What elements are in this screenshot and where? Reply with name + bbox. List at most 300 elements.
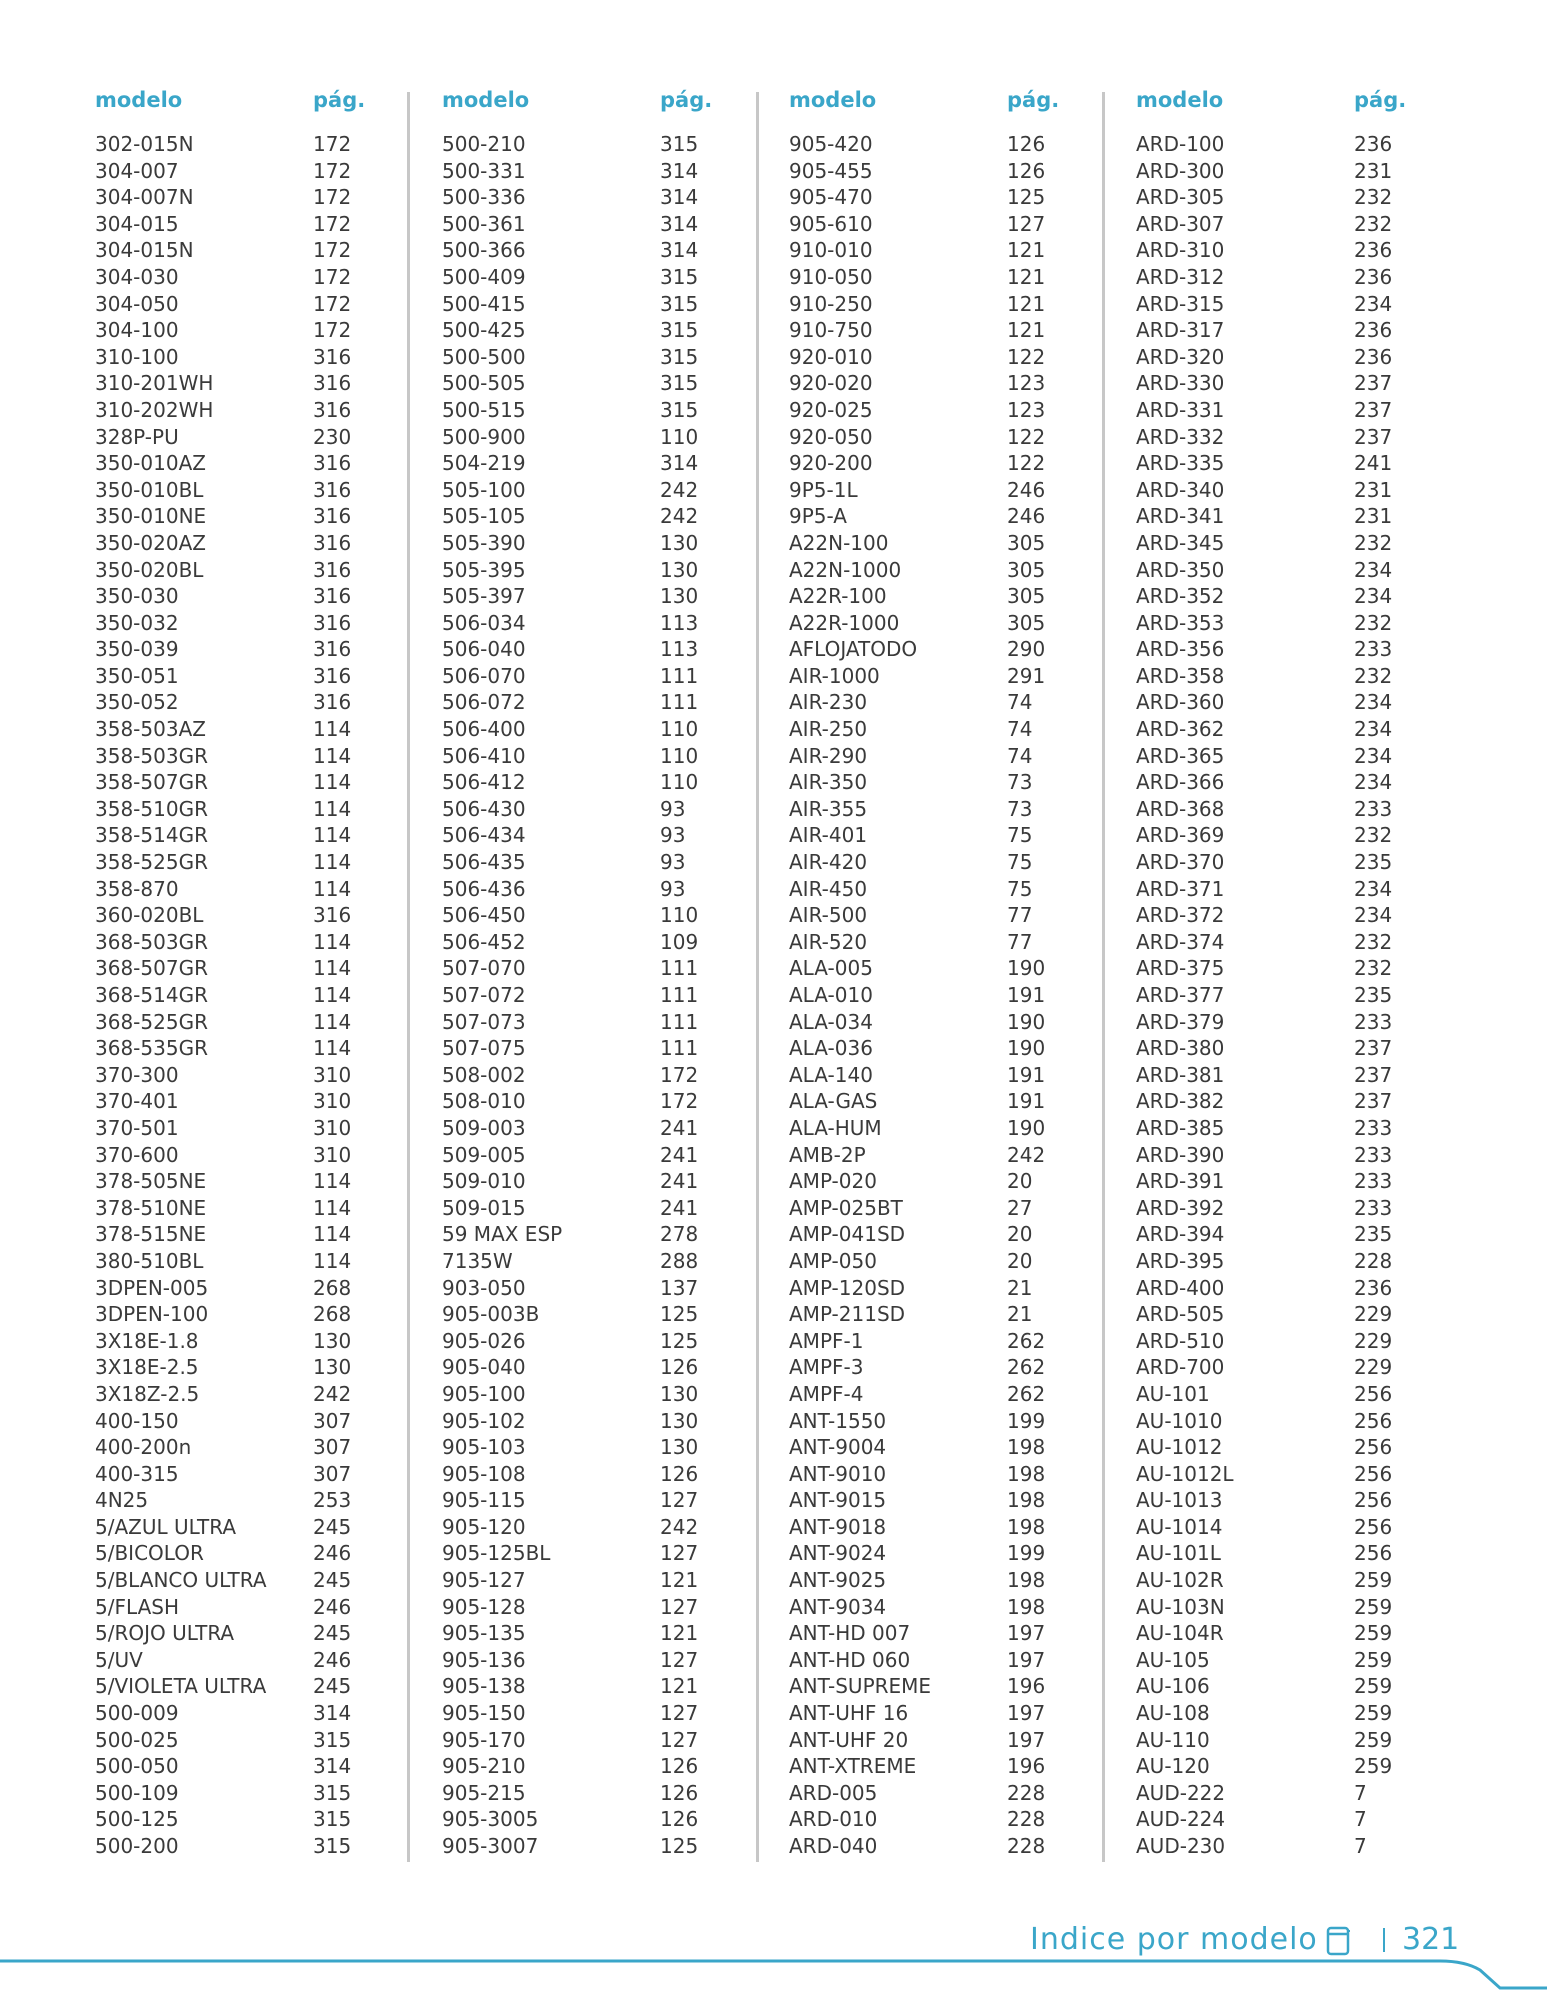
index-row [442,1673,742,1700]
model-code: 905-040 [442,1355,526,1380]
index-row [95,1035,395,1062]
index-row [95,636,395,663]
index-row [442,1487,742,1514]
page-ref: 246 [1007,504,1046,529]
index-row [1136,1248,1436,1275]
index-row [789,184,1089,211]
index-row [442,237,742,264]
page-ref: 125 [660,1302,699,1327]
page-ref: 234 [1354,903,1393,928]
model-code: ANT-SUPREME [789,1674,932,1699]
model-code: 506-070 [442,663,526,688]
model-code: ARD-352 [1136,584,1225,609]
model-code: 905-150 [442,1701,526,1726]
page-ref: 127 [660,1701,699,1726]
model-code: ARD-305 [1136,185,1225,210]
index-row [1136,424,1436,451]
index-row [1136,796,1436,823]
index-row [789,1620,1089,1647]
index-row [1136,822,1436,849]
page-ref: 234 [1354,743,1393,768]
page-ref: 232 [1354,929,1393,954]
page-ref: 74 [1007,690,1033,715]
page-ref: 314 [660,238,699,263]
index-row [95,1115,395,1142]
model-code: ALA-GAS [789,1089,878,1114]
index-row [1136,1275,1436,1302]
page-ref: 236 [1354,344,1393,369]
page-ref: 196 [1007,1754,1046,1779]
page-ref: 237 [1354,1089,1393,1114]
header-modelo: modelo [1136,88,1224,112]
index-row [1136,1195,1436,1222]
page-ref: 75 [1007,850,1033,875]
index-row [442,583,742,610]
page-ref: 234 [1354,690,1393,715]
index-row [95,1088,395,1115]
page-ref: 256 [1354,1435,1393,1460]
index-row [95,1328,395,1355]
page-ref: 125 [660,1834,699,1858]
index-row [442,716,742,743]
model-code: 9P5-A [789,504,847,529]
index-row [442,1540,742,1567]
index-row [442,1115,742,1142]
index-row [789,1514,1089,1541]
page-ref: 253 [313,1488,352,1513]
model-code: 350-020AZ [95,530,206,555]
model-code: ARD-395 [1136,1248,1225,1273]
index-row [1136,1780,1436,1807]
page-ref: 314 [660,211,699,236]
page-ref: 21 [1007,1275,1033,1300]
model-code: 500-515 [442,397,526,422]
index-row [442,1381,742,1408]
page-ref: 130 [660,557,699,582]
index-row [1136,237,1436,264]
index-row [442,503,742,530]
index-row [95,1780,395,1807]
model-code: 304-030 [95,264,179,289]
model-code: AMP-050 [789,1248,877,1273]
index-row [442,1567,742,1594]
model-code: AIR-450 [789,876,868,901]
model-code: AU-106 [1136,1674,1210,1699]
model-code: ARD-377 [1136,983,1225,1007]
index-row [95,982,395,1009]
model-code: AU-1010 [1136,1408,1223,1433]
model-code: AU-1012L [1136,1461,1234,1486]
model-code: ARD-366 [1136,770,1225,795]
model-code: 500-500 [442,344,526,369]
index-row [789,317,1089,344]
page-ref: 278 [660,1222,699,1247]
index-row [95,929,395,956]
model-code: 358-870 [95,876,179,901]
page-ref: 232 [1354,956,1393,981]
page-ref: 310 [313,1142,352,1167]
header-modelo: modelo [95,88,183,112]
index-row [442,557,742,584]
page-ref: 73 [1007,770,1033,795]
model-code: 5/UV [95,1647,143,1672]
header-pag: pág. [313,88,366,112]
page-ref: 114 [313,743,352,768]
page-ref: 242 [1007,1142,1046,1167]
index-row [95,1195,395,1222]
model-code: 500-336 [442,185,526,210]
model-code: 500-505 [442,371,526,396]
model-code: 506-410 [442,743,526,768]
model-code: ARD-369 [1136,823,1225,848]
page-ref: 74 [1007,717,1033,742]
index-row [1136,131,1436,158]
index-row [442,796,742,823]
model-code: 358-514GR [95,823,208,848]
page-ref: 172 [313,185,352,210]
page-ref: 314 [313,1754,352,1779]
model-code: 5/BICOLOR [95,1541,204,1566]
model-code: 506-452 [442,929,526,954]
model-code: ALA-140 [789,1062,873,1087]
model-code: 506-040 [442,637,526,662]
index-row [95,955,395,982]
model-code: ALA-034 [789,1009,873,1034]
model-code: 500-415 [442,291,526,316]
model-code: 304-015N [95,238,194,263]
index-row [1136,716,1436,743]
index-row [1136,583,1436,610]
model-code: AU-1012 [1136,1435,1223,1460]
index-row [1136,1833,1436,1860]
page-ref: 196 [1007,1674,1046,1699]
index-row [789,450,1089,477]
page-ref: 316 [313,637,352,662]
model-code: 304-050 [95,291,179,316]
page-ref: 127 [660,1594,699,1619]
column-header [1136,88,1436,124]
index-row [95,796,395,823]
page-ref: 288 [660,1248,699,1273]
page-ref: 198 [1007,1435,1046,1460]
model-code: 920-010 [789,344,873,369]
index-row [1136,477,1436,504]
page-ref: 130 [660,1408,699,1433]
index-row [442,1806,742,1833]
index-row [1136,663,1436,690]
model-code: 504-219 [442,451,526,476]
page-ref: 228 [1354,1248,1393,1273]
index-row [95,158,395,185]
page-ref: 259 [1354,1568,1393,1593]
page-ref: 234 [1354,770,1393,795]
index-row [1136,1168,1436,1195]
index-row [442,1727,742,1754]
index-row [789,1408,1089,1435]
page-ref: 172 [313,158,352,183]
model-code: 350-010BL [95,477,204,502]
page-ref: 126 [660,1754,699,1779]
header-modelo: modelo [789,88,877,112]
index-row [1136,450,1436,477]
index-row [95,689,395,716]
index-row [442,1088,742,1115]
model-code: ANT-1550 [789,1408,887,1433]
page-ref: 237 [1354,397,1393,422]
model-code: AU-104R [1136,1621,1224,1646]
model-code: ARD-371 [1136,876,1225,901]
model-code: 310-100 [95,344,179,369]
model-code: 350-010NE [95,504,207,529]
model-code: 505-395 [442,557,526,582]
model-code: AIR-355 [789,796,868,821]
index-row [442,291,742,318]
page-ref: 242 [660,1514,699,1539]
page-ref: 259 [1354,1754,1393,1779]
page-ref: 110 [660,424,699,449]
page-ref: 241 [660,1142,699,1167]
page-ref: 268 [313,1302,352,1327]
model-code: 350-051 [95,663,179,688]
model-code: ARD-340 [1136,477,1225,502]
page-ref: 110 [660,743,699,768]
page-ref: 232 [1354,530,1393,555]
index-row [442,184,742,211]
page-ref: 111 [660,956,699,981]
page-ref: 233 [1354,1195,1393,1220]
page-ref: 114 [313,876,352,901]
page-ref: 232 [1354,663,1393,688]
footer-section-title: Indice por modelo [1030,1922,1318,1957]
page-ref: 232 [1354,185,1393,210]
model-code: 368-535GR [95,1036,208,1061]
index-row [789,716,1089,743]
index-row [1136,1062,1436,1089]
index-row [95,849,395,876]
index-row [442,1275,742,1302]
page-ref: 172 [660,1062,699,1087]
model-code: 920-200 [789,451,873,476]
index-row [789,530,1089,557]
page-ref: 7 [1354,1834,1367,1858]
index-row [789,955,1089,982]
model-code: ARD-300 [1136,158,1225,183]
model-code: 302-015N [95,132,194,156]
model-code: A22R-100 [789,584,887,609]
page-ref: 236 [1354,318,1393,343]
index-row [442,1328,742,1355]
index-row [442,822,742,849]
page-ref: 21 [1007,1302,1033,1327]
model-code: ARD-391 [1136,1169,1225,1194]
index-row [442,849,742,876]
index-row [789,743,1089,770]
page-ref: 237 [1354,1036,1393,1061]
model-code: AU-1013 [1136,1488,1223,1513]
header-pag: pág. [660,88,713,112]
model-code: ARD-362 [1136,717,1225,742]
index-row [442,955,742,982]
page-ref: 315 [660,344,699,369]
model-code: AUD-230 [1136,1834,1226,1858]
index-row [789,424,1089,451]
page-ref: 316 [313,610,352,635]
index-row [789,929,1089,956]
index-row [95,1700,395,1727]
page-ref: 114 [313,1009,352,1034]
page-ref: 246 [313,1541,352,1566]
page-ref: 114 [313,850,352,875]
page-ref: 123 [1007,397,1046,422]
page-ref: 127 [1007,211,1046,236]
page-ref: 259 [1354,1701,1393,1726]
index-column-1 [95,88,395,1858]
index-row [95,1301,395,1328]
index-column-3 [789,88,1089,1858]
page-ref: 316 [313,903,352,928]
model-code: 3X18E-1.8 [95,1328,199,1353]
model-code: ARD-360 [1136,690,1225,715]
model-code: ARD-332 [1136,424,1225,449]
model-code: ARD-368 [1136,796,1225,821]
index-row [442,264,742,291]
index-column-4 [1136,88,1436,1858]
page-ref: 315 [313,1727,352,1752]
page-ref: 109 [660,929,699,954]
page-ref: 241 [660,1195,699,1220]
page-ref: 246 [1007,477,1046,502]
model-code: 905-103 [442,1435,526,1460]
page-ref: 20 [1007,1248,1033,1273]
page-ref: 197 [1007,1727,1046,1752]
model-code: AIR-250 [789,717,868,742]
model-code: ARD-010 [789,1807,878,1832]
page-ref: 262 [1007,1381,1046,1406]
column-header [95,88,395,124]
page-ref: 310 [313,1062,352,1087]
index-row [442,1301,742,1328]
index-row [95,583,395,610]
model-code: 5/FLASH [95,1594,179,1619]
index-row [95,211,395,238]
model-code: ARD-375 [1136,956,1225,981]
page-ref: 111 [660,983,699,1007]
page-ref: 230 [313,424,352,449]
page-ref: 93 [660,796,686,821]
index-row [1136,769,1436,796]
page-ref: 235 [1354,983,1393,1007]
index-row [789,1461,1089,1488]
model-code: ANT-9024 [789,1541,887,1566]
model-code: ARD-310 [1136,238,1225,263]
page-ref: 111 [660,690,699,715]
page-ref: 197 [1007,1647,1046,1672]
index-row [789,1647,1089,1674]
model-code: 500-331 [442,158,526,183]
index-row [95,1434,395,1461]
model-code: 358-510GR [95,796,208,821]
model-code: 500-025 [95,1727,179,1752]
model-code: ARD-315 [1136,291,1225,316]
model-code: 5/AZUL ULTRA [95,1514,236,1539]
model-code: AIR-401 [789,823,868,848]
index-row [442,1062,742,1089]
index-row [95,822,395,849]
page-ref: 237 [1354,371,1393,396]
page-ref: 236 [1354,132,1393,156]
model-code: ARD-374 [1136,929,1225,954]
model-code: 378-515NE [95,1222,207,1247]
model-code: ARD-700 [1136,1355,1225,1380]
index-row [442,1009,742,1036]
index-row [95,1354,395,1381]
model-code: ARD-400 [1136,1275,1225,1300]
page-ref: 114 [313,1195,352,1220]
page-ref: 256 [1354,1514,1393,1539]
page-ref: 232 [1354,823,1393,848]
model-code: 5/BLANCO ULTRA [95,1568,267,1593]
model-code: 910-050 [789,264,873,289]
page-ref: 256 [1354,1488,1393,1513]
page-ref: 198 [1007,1568,1046,1593]
index-row [789,477,1089,504]
page-ref: 110 [660,717,699,742]
model-code: 310-202WH [95,397,214,422]
index-row [1136,1806,1436,1833]
page-number: 321 [1402,1922,1460,1957]
index-row [95,1594,395,1621]
model-code: 905-3005 [442,1807,539,1832]
page-ref: 199 [1007,1541,1046,1566]
index-row [789,769,1089,796]
model-code: 378-505NE [95,1169,207,1194]
model-code: AIR-500 [789,903,868,928]
index-row [442,158,742,185]
model-code: 905-125BL [442,1541,551,1566]
model-code: 370-300 [95,1062,179,1087]
model-code: 507-072 [442,983,526,1007]
page-ref: 121 [660,1621,699,1646]
model-code: AU-101L [1136,1541,1221,1566]
page-ref: 315 [660,132,699,156]
page-ref: 198 [1007,1461,1046,1486]
index-row [1136,1620,1436,1647]
model-code: 508-010 [442,1089,526,1114]
index-row [442,424,742,451]
model-code: 358-525GR [95,850,208,875]
model-code: 905-026 [442,1328,526,1353]
index-row [789,264,1089,291]
model-code: AIR-520 [789,929,868,954]
index-row [95,663,395,690]
page-ref: 111 [660,1036,699,1061]
page-ref: 130 [313,1328,352,1353]
page-ref: 111 [660,1009,699,1034]
page-ref: 172 [313,132,352,156]
index-column-2 [442,88,742,1858]
page-ref: 236 [1354,238,1393,263]
index-row [442,982,742,1009]
model-code: 920-020 [789,371,873,396]
page-ref: 316 [313,530,352,555]
page-ref: 307 [313,1435,352,1460]
index-row [789,1115,1089,1142]
index-row [95,1381,395,1408]
model-code: ARD-394 [1136,1222,1225,1247]
model-code: 400-150 [95,1408,179,1433]
index-row [789,1354,1089,1381]
model-code: 378-510NE [95,1195,207,1220]
